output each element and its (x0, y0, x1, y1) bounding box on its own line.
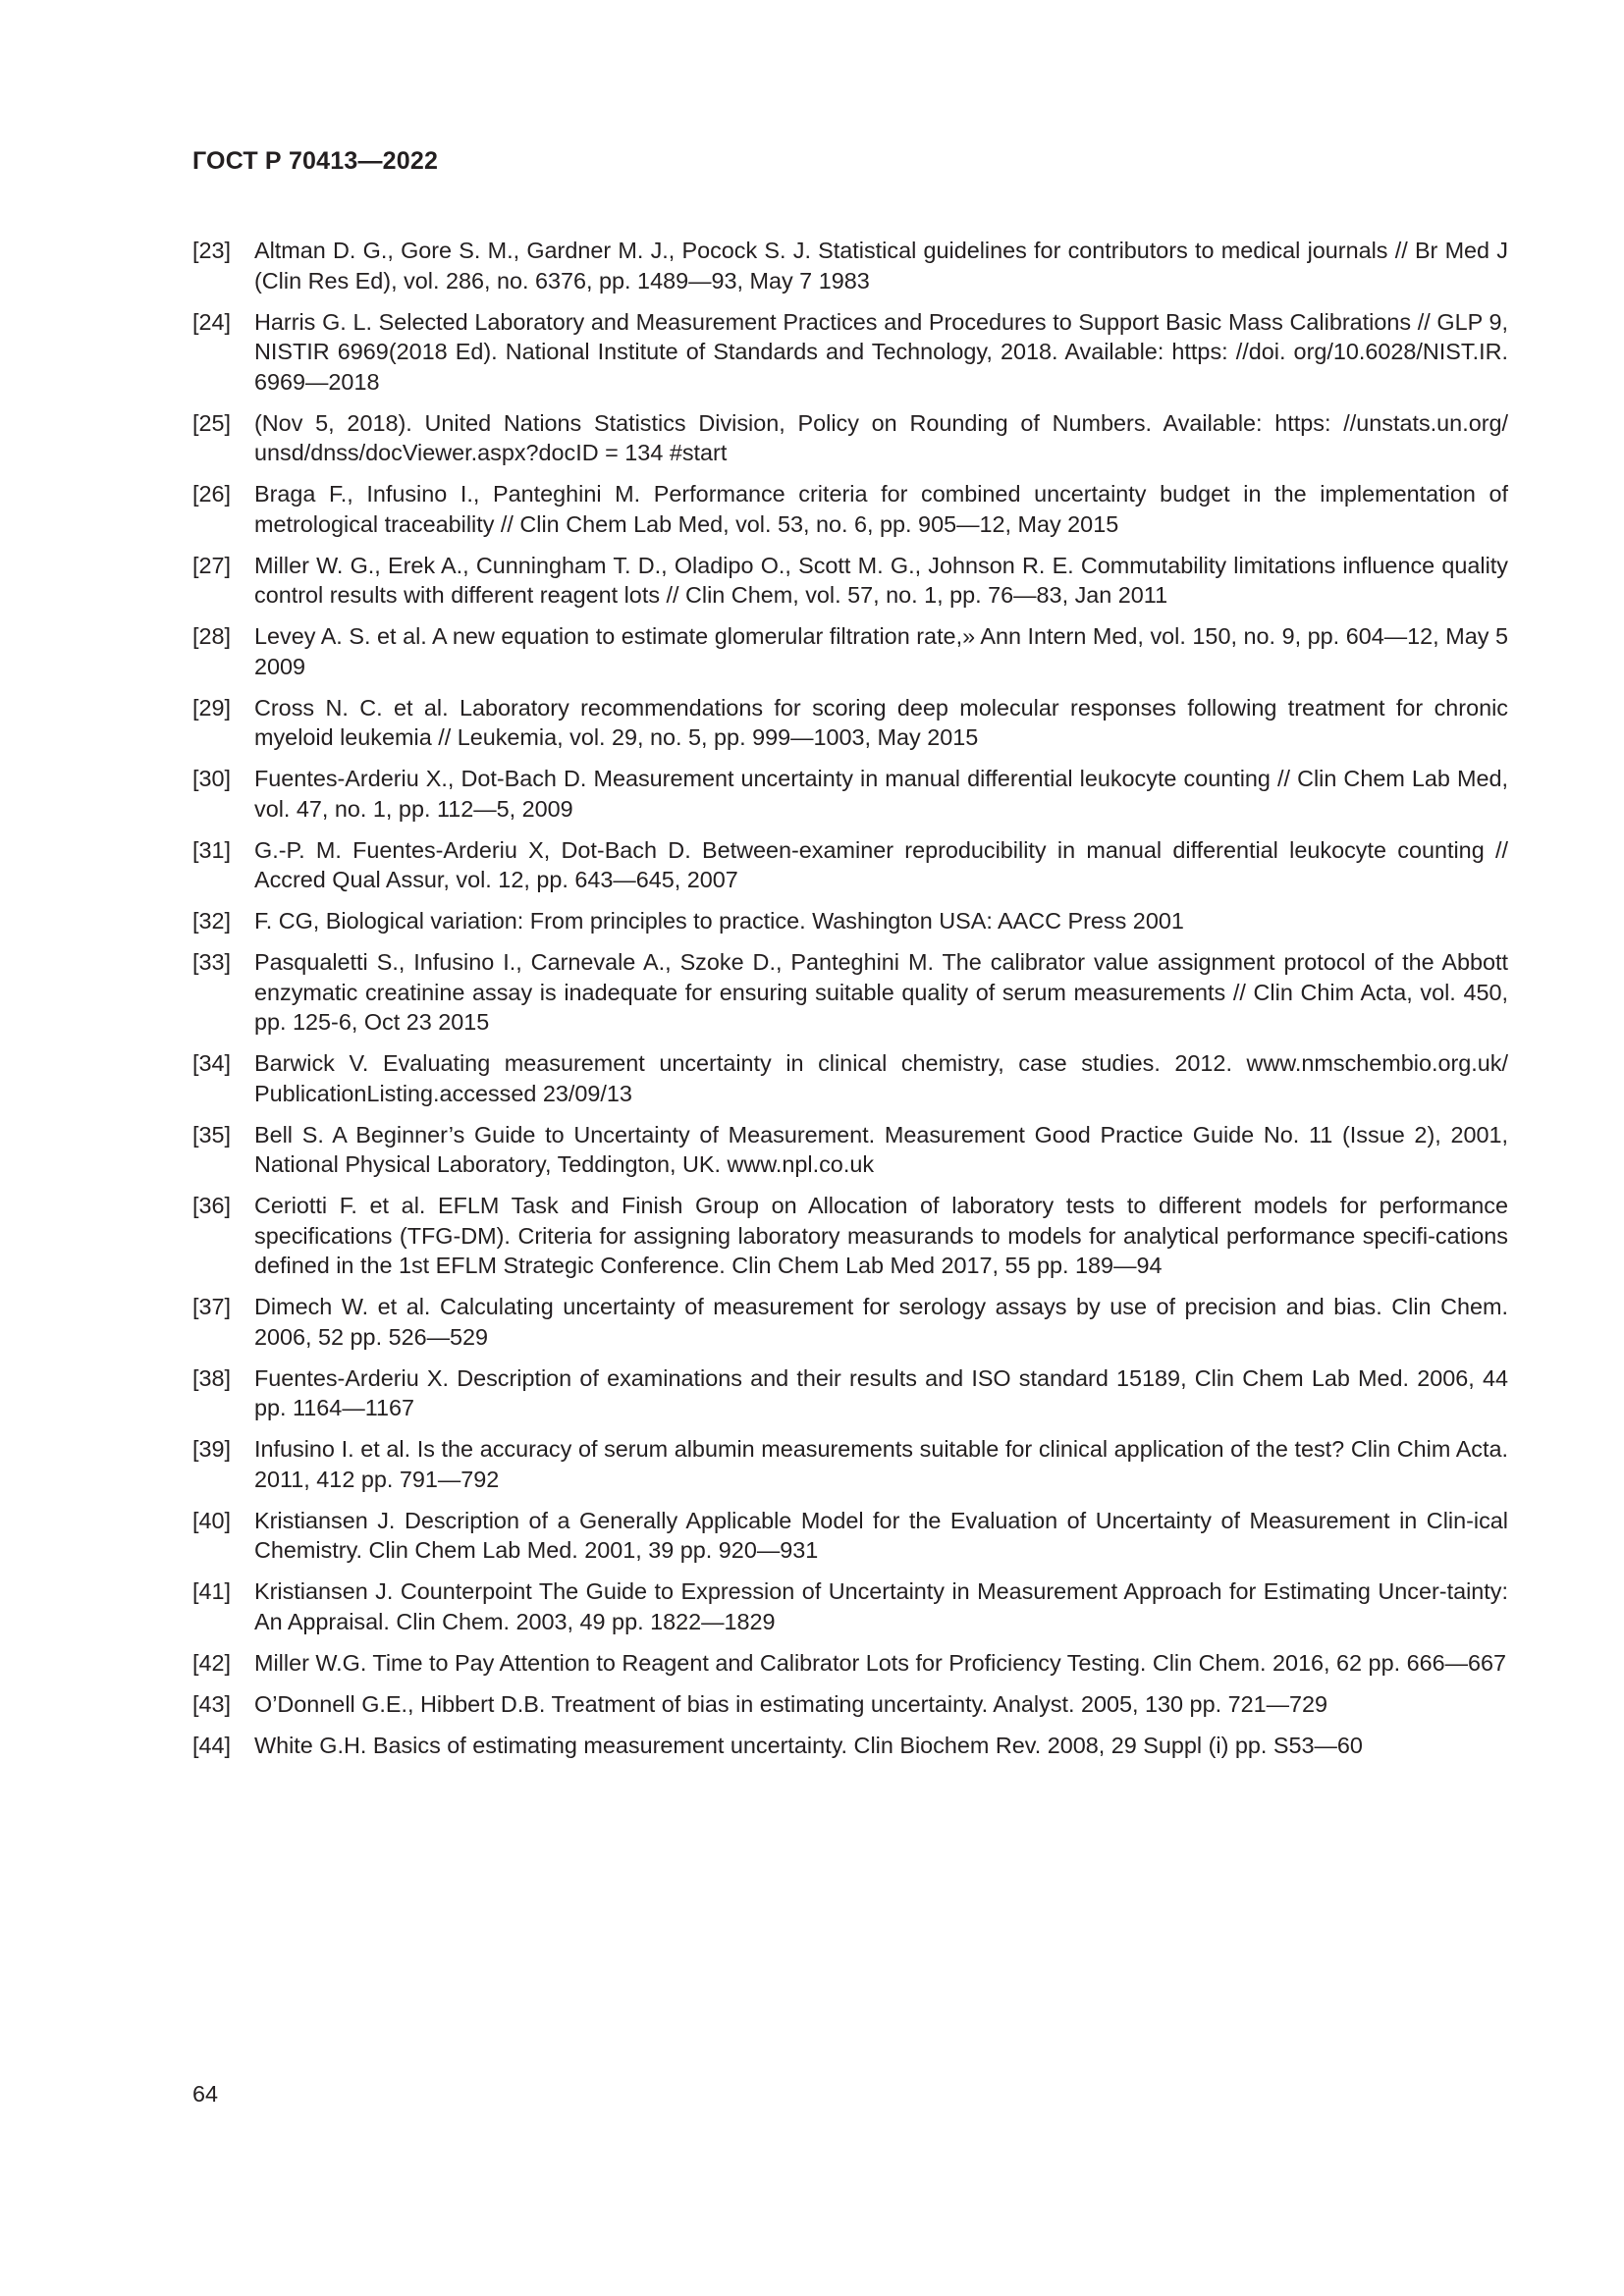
reference-number: [39] (192, 1436, 232, 1462)
reference-item (192, 1506, 1508, 1566)
reference-number: [27] (192, 552, 232, 578)
reference-item (192, 1689, 1508, 1720)
reference-text: Kristiansen J. Counterpoint The Guide to Expression of Uncertainty in Measurement Approach for Estimating Uncer-tainty: An Appraisal. Clin Chem. 2003, 49 pp. 1822—1829 (254, 1578, 1508, 1634)
reference-text: F. CG, Biological variation: From principles to practice. Washington USA: AACC Press 2001 (254, 908, 1184, 934)
reference-item (192, 1120, 1508, 1180)
reference-item (192, 835, 1508, 895)
reference-item (192, 1648, 1508, 1679)
reference-number: [37] (192, 1294, 232, 1319)
reference-number: [28] (192, 623, 232, 649)
reference-item (192, 1434, 1508, 1494)
reference-number: [42] (192, 1649, 232, 1676)
reference-item (192, 236, 1508, 295)
reference-text: Barwick V. Evaluating measurement uncertainty in clinical chemistry, case studies. 2012. www.nmschembio.org.uk/ PublicationListing.accessed 23/09/13 (254, 1050, 1508, 1106)
reference-item (192, 621, 1508, 681)
reference-item (192, 551, 1508, 611)
reference-item (192, 1576, 1508, 1636)
reference-text: Bell S. A Beginner’s Guide to Uncertainty of Measurement. Measurement Good Practice Guide No. 11 (Issue 2), 2001, National Physical Laboratory, Teddington, UK. www.npl.co.uk (254, 1121, 1508, 1177)
reference-item (192, 1048, 1508, 1108)
reference-number: [32] (192, 908, 232, 934)
document-header: ГОСТ Р 70413—2022 (192, 147, 439, 175)
reference-item (192, 1731, 1508, 1761)
reference-text: Altman D. G., Gore S. M., Gardner M. J., Pocock S. J. Statistical guidelines for contributors to medical journals // Br Med J (Clin Res Ed), vol. 286, no. 6376, pp. 1489—93, May 7 1983 (254, 238, 1508, 294)
reference-text: Ceriotti F. et al. EFLM Task and Finish Group on Allocation of laboratory tests to different models for performance specifications (TFG-DM). Criteria for assigning laboratory measurands to models for analytical performance specifi-cations defined in the 1st EFLM Strategic Conference. Clin Chem Lab Med 2017, 55 pp. 189—94 (254, 1193, 1508, 1278)
reference-number: [34] (192, 1050, 232, 1076)
reference-text: White G.H. Basics of estimating measurement uncertainty. Clin Biochem Rev. 2008, 29 Suppl (i) pp. S53—60 (254, 1732, 1363, 1758)
page-number: 64 (192, 2081, 219, 2107)
reference-number: [30] (192, 766, 232, 791)
reference-text: Braga F., Infusino I., Panteghini M. Performance criteria for combined uncertainty budget in the implementation of metrological traceability // Clin Chem Lab Med, vol. 53, no. 6, pp. 905—12, May 2015 (254, 481, 1508, 537)
reference-text: Dimech W. et al. Calculating uncertainty of measurement for serology assays by use of precision and bias. Clin Chem. 2006, 52 pp. 526—529 (254, 1294, 1508, 1350)
reference-text: Fuentes-Arderiu X., Dot-Bach D. Measurement uncertainty in manual differential leukocyte counting // Clin Chem Lab Med, vol. 47, no. 1, pp. 112—5, 2009 (254, 766, 1508, 822)
reference-number: [26] (192, 481, 232, 507)
reference-number: [38] (192, 1364, 232, 1391)
reference-number: [25] (192, 409, 232, 436)
reference-text: Infusino I. et al. Is the accuracy of serum albumin measurements suitable for clinical application of the test? Clin Chim Acta. 2011, 412 pp. 791—792 (254, 1436, 1508, 1492)
reference-text: G.-P. M. Fuentes-Arderiu X, Dot-Bach D. Between-examiner reproducibility in manual differential leukocyte counting // Accred Qual Assur, vol. 12, pp. 643—645, 2007 (254, 836, 1508, 892)
reference-number: [24] (192, 308, 232, 335)
reference-number: [31] (192, 836, 232, 863)
reference-text: Miller W.G. Time to Pay Attention to Reagent and Calibrator Lots for Proficiency Testing. Clin Chem. 2016, 62 pp. 666—667 (254, 1649, 1507, 1676)
reference-item (192, 479, 1508, 539)
reference-item (192, 1191, 1508, 1281)
reference-item (192, 693, 1508, 753)
reference-text: Levey A. S. et al. A new equation to estimate glomerular filtration rate,» Ann Intern Med, vol. 150, no. 9, pp. 604—12, May 5 2009 (254, 623, 1508, 679)
reference-number: [41] (192, 1578, 232, 1604)
reference-number: [23] (192, 238, 232, 263)
reference-text: Fuentes-Arderiu X. Description of examinations and their results and ISO standard 15189, Clin Chem Lab Med. 2006, 44 pp. 1164—1167 (254, 1364, 1508, 1420)
reference-text: Harris G. L. Selected Laboratory and Measurement Practices and Procedures to Support Basic Mass Calibrations // GLP 9, NISTIR 6969(2018 Ed). National Institute of Standards and Technology, 2018. Available: https: //doi. org/10.6028/NIST.IR. 6969—2018 (254, 308, 1508, 395)
reference-number: [44] (192, 1732, 232, 1758)
reference-number: [43] (192, 1690, 232, 1717)
reference-item (192, 906, 1508, 936)
reference-item (192, 1363, 1508, 1423)
reference-item (192, 1292, 1508, 1352)
reference-text: Miller W. G., Erek A., Cunningham T. D., Oladipo O., Scott M. G., Johnson R. E. Commutability limitations influence quality control results with different reagent lots // Clin Chem, vol. 57, no. 1, pp. 76—83, Jan 2011 (254, 552, 1508, 608)
reference-text: Cross N. C. et al. Laboratory recommendations for scoring deep molecular responses following treatment for chronic myeloid leukemia // Leukemia, vol. 29, no. 5, pp. 999—1003, May 2015 (254, 694, 1508, 750)
reference-text: (Nov 5, 2018). United Nations Statistics Division, Policy on Rounding of Numbers. Available: https: //unstats.un.org/ unsd/dnss/docViewer.aspx?docID = 134 #start (254, 409, 1508, 465)
reference-number: [29] (192, 694, 232, 721)
reference-number: [35] (192, 1121, 232, 1148)
reference-text: Kristiansen J. Description of a Generally Applicable Model for the Evaluation of Uncertainty of Measurement in Clin-ical Chemistry. Clin Chem Lab Med. 2001, 39 pp. 920—931 (254, 1507, 1508, 1563)
reference-number: [40] (192, 1507, 232, 1533)
reference-text: O’Donnell G.E., Hibbert D.B. Treatment of bias in estimating uncertainty. Analyst. 2005, 130 pp. 721—729 (254, 1690, 1328, 1717)
reference-text: Pasqualetti S., Infusino I., Carnevale A., Szoke D., Panteghini M. The calibrator value assignment protocol of the Abbott enzymatic creatinine assay is inadequate for ensuring suitable quality of serum measurements // Clin Chim Acta, vol. 450, pp. 125-6, Oct 23 2015 (254, 949, 1508, 1035)
reference-list (192, 236, 1508, 1772)
reference-number: [33] (192, 949, 232, 975)
reference-item (192, 307, 1508, 398)
reference-item (192, 764, 1508, 824)
reference-item (192, 947, 1508, 1038)
reference-item (192, 408, 1508, 468)
reference-number: [36] (192, 1193, 232, 1218)
